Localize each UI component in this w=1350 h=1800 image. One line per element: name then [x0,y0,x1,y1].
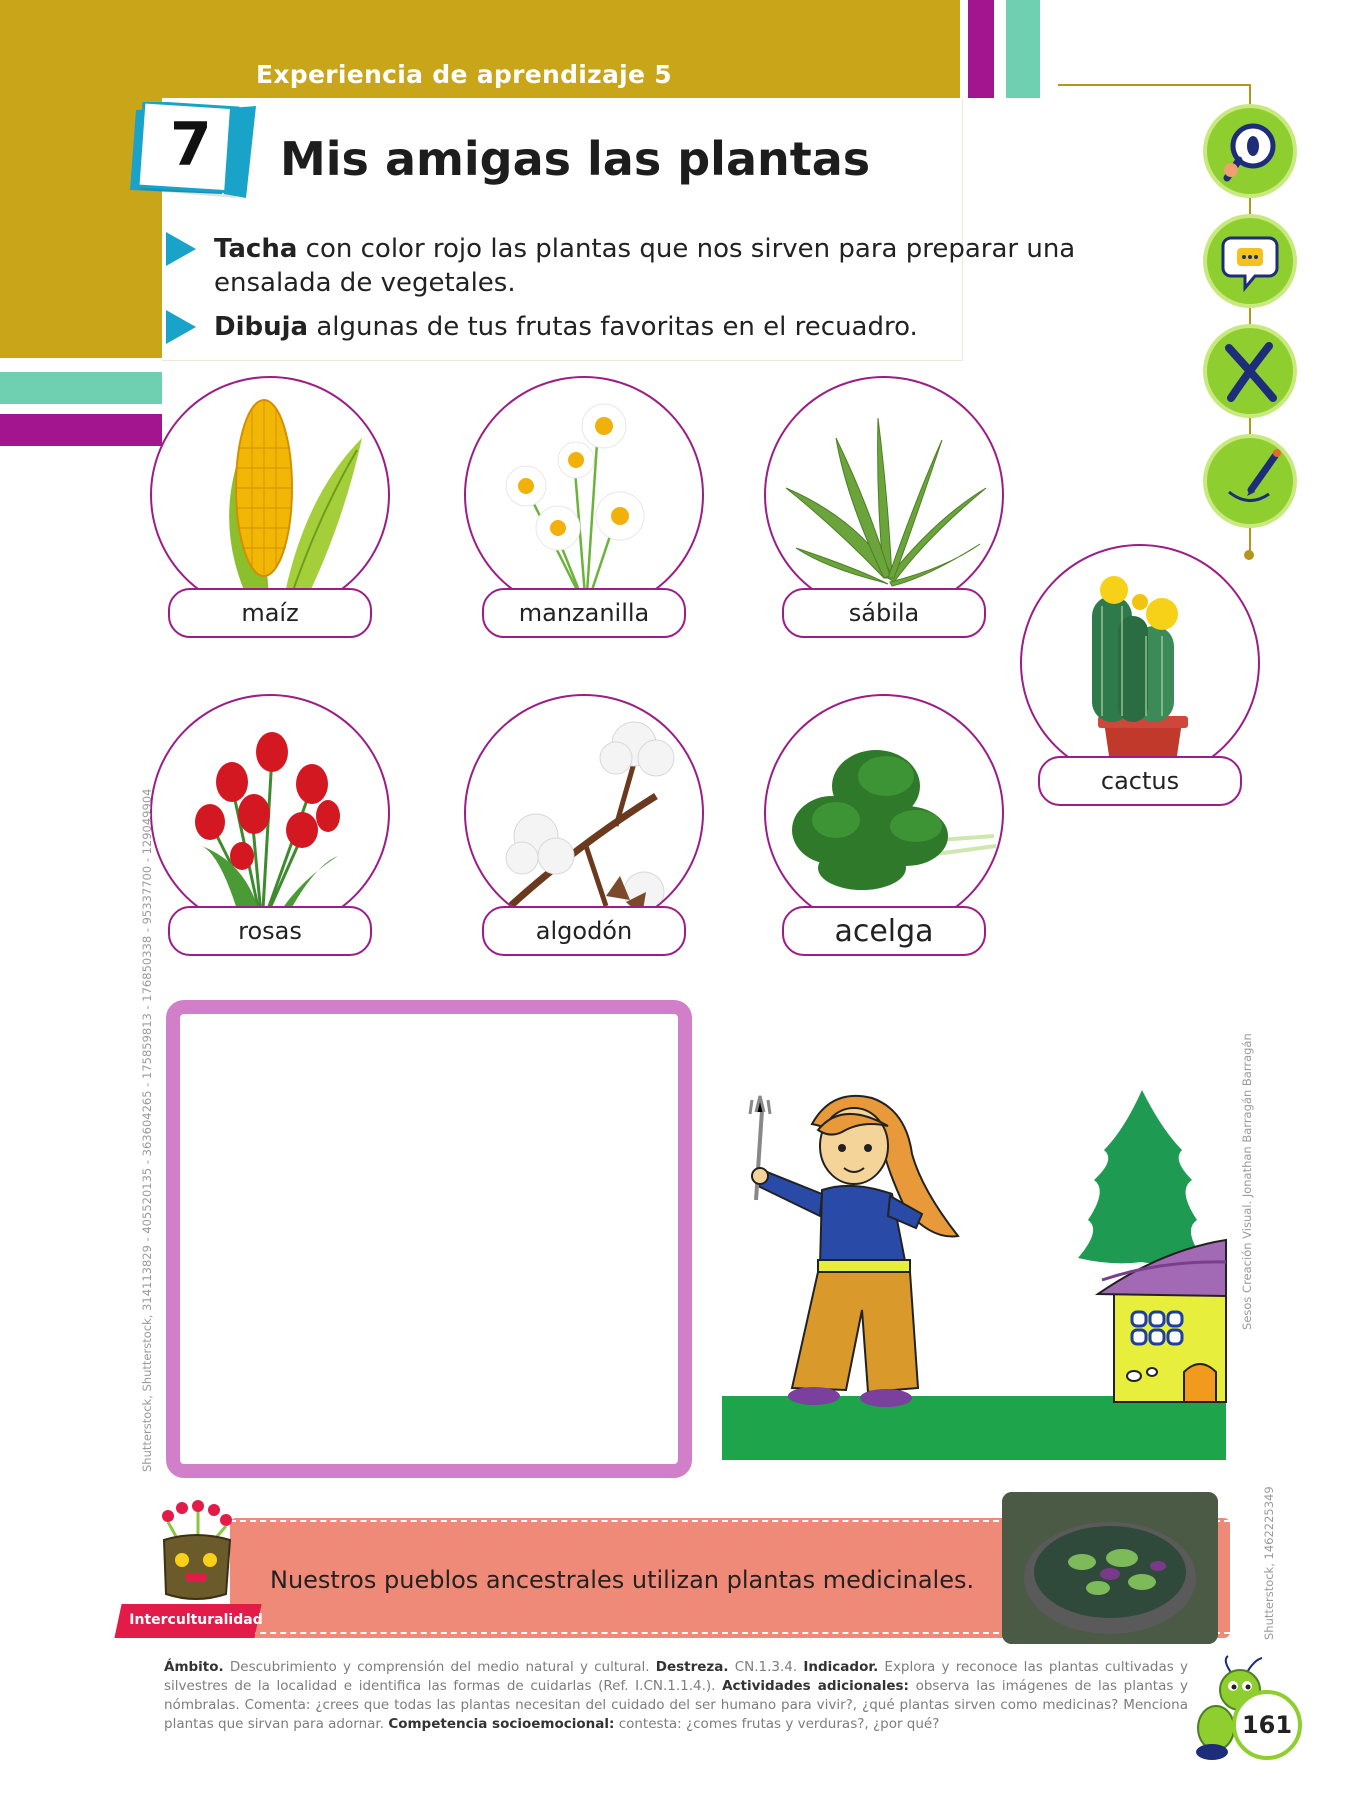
instruction-1 [214,232,1134,300]
decor-stripe-teal [1006,0,1040,98]
smile-pencil-icon [1203,434,1297,528]
actividades-text: observa las imágenes de las plantas y nómbralas. Comenta: ¿crees que todas las plantas necesitan del cuidado del ser humano para vivir?, ¿qué plantas sirven como medicinas? Menciona plantas que sirvan para adornar. [164,1678,1188,1732]
decor-bar-teal [0,372,162,404]
decor-bar-magenta [0,414,162,446]
plant-image-frame [1020,544,1260,782]
roses-image [152,696,390,932]
corn-image [152,378,390,614]
photo-credits: Shutterstock, 1462225349 [1262,1486,1276,1640]
cactus-image [1022,546,1260,782]
competencia-label: Competencia socioemocional: [388,1716,615,1732]
plant-label: algodón [482,906,686,956]
medicinal-pot-photo [1002,1492,1218,1644]
plant-card-rosas[interactable] [150,694,394,964]
page-number: 161 [1232,1690,1302,1760]
bullet-arrow-icon [166,310,196,344]
illustration-credits: Sesos Creación Visual. Jonathan Barragán Barragán [1240,1033,1254,1330]
competencia-text: contesta: ¿comes frutas y verduras?, ¿por qué? [614,1716,940,1732]
plant-card-sabila[interactable] [764,376,1008,646]
experience-subtitle: Experiencia de aprendizaje 5 [256,60,672,89]
aloe-image [766,378,1004,614]
cross-icon [1203,324,1297,418]
plant-label: manzanilla [482,588,686,638]
ambito-label: Ámbito. [164,1659,224,1675]
plant-image-frame [464,694,704,932]
plant-card-acelga[interactable] [764,694,1008,964]
plant-image-frame [150,376,390,614]
rail-line [1058,84,1250,86]
plant-label: acelga [782,906,986,956]
plant-label: rosas [168,906,372,956]
plant-image-frame [464,376,704,614]
mask-mascot-icon [148,1500,244,1608]
ambito-text: Descubrimiento y comprensión del medio natural y cultural. [223,1659,656,1675]
instruction-text: con color rojo las plantas que nos sirven para preparar una ensalada de vegetales. [214,234,1076,298]
indicador-text: Explora y reconoce las plantas cultivadas y silvestres de la localidad e identifica las formas de cuidarlas (Ref. I.CN.1.1.4.). [164,1659,1188,1694]
interculturalidad-label: Interculturalidad [129,1612,263,1628]
unit-number: 7 [170,110,212,180]
destreza-text: CN.1.3.4. [728,1659,804,1675]
instruction-verb: Tacha [214,234,298,264]
cotton-image [466,696,704,932]
plant-image-frame [150,694,390,932]
banner-text: Nuestros pueblos ancestrales utilizan plantas medicinales. [270,1566,975,1594]
plant-image-frame [764,376,1004,614]
unit-number-badge [126,102,258,202]
plant-label: maíz [168,588,372,638]
instruction-2 [214,310,1134,344]
plant-label: cactus [1038,756,1242,806]
teacher-notes [164,1658,1188,1734]
magnifier-icon [1203,104,1297,198]
image-credits: Shutterstock, Shutterstock, 314113829 - 405520135 - 363604265 - 175859813 - 176850338 - 95337700 - 129049904 [140,788,154,1472]
chard-image [766,696,1004,932]
actividades-label: Actividades adicionales: [722,1678,909,1694]
instruction-text: algunas de tus frutas favoritas en el recuadro. [308,312,918,342]
plant-card-manzanilla[interactable] [464,376,708,646]
plant-card-maiz[interactable] [150,376,394,646]
plant-card-algodon[interactable] [464,694,708,964]
speech-bubble-icon [1203,214,1297,308]
plant-image-frame [764,694,1004,932]
illustration-girl-house [722,1090,1228,1470]
chamomile-image [466,378,704,614]
bullet-arrow-icon [166,232,196,266]
instruction-verb: Dibuja [214,312,309,342]
decor-stripe-magenta [968,0,994,98]
indicador-label: Indicador. [803,1659,879,1675]
plant-label: sábila [782,588,986,638]
destreza-label: Destreza. [655,1659,729,1675]
page-title: Mis amigas las plantas [280,132,871,186]
drawing-area[interactable] [166,1000,692,1478]
plant-card-cactus[interactable] [1020,544,1264,814]
